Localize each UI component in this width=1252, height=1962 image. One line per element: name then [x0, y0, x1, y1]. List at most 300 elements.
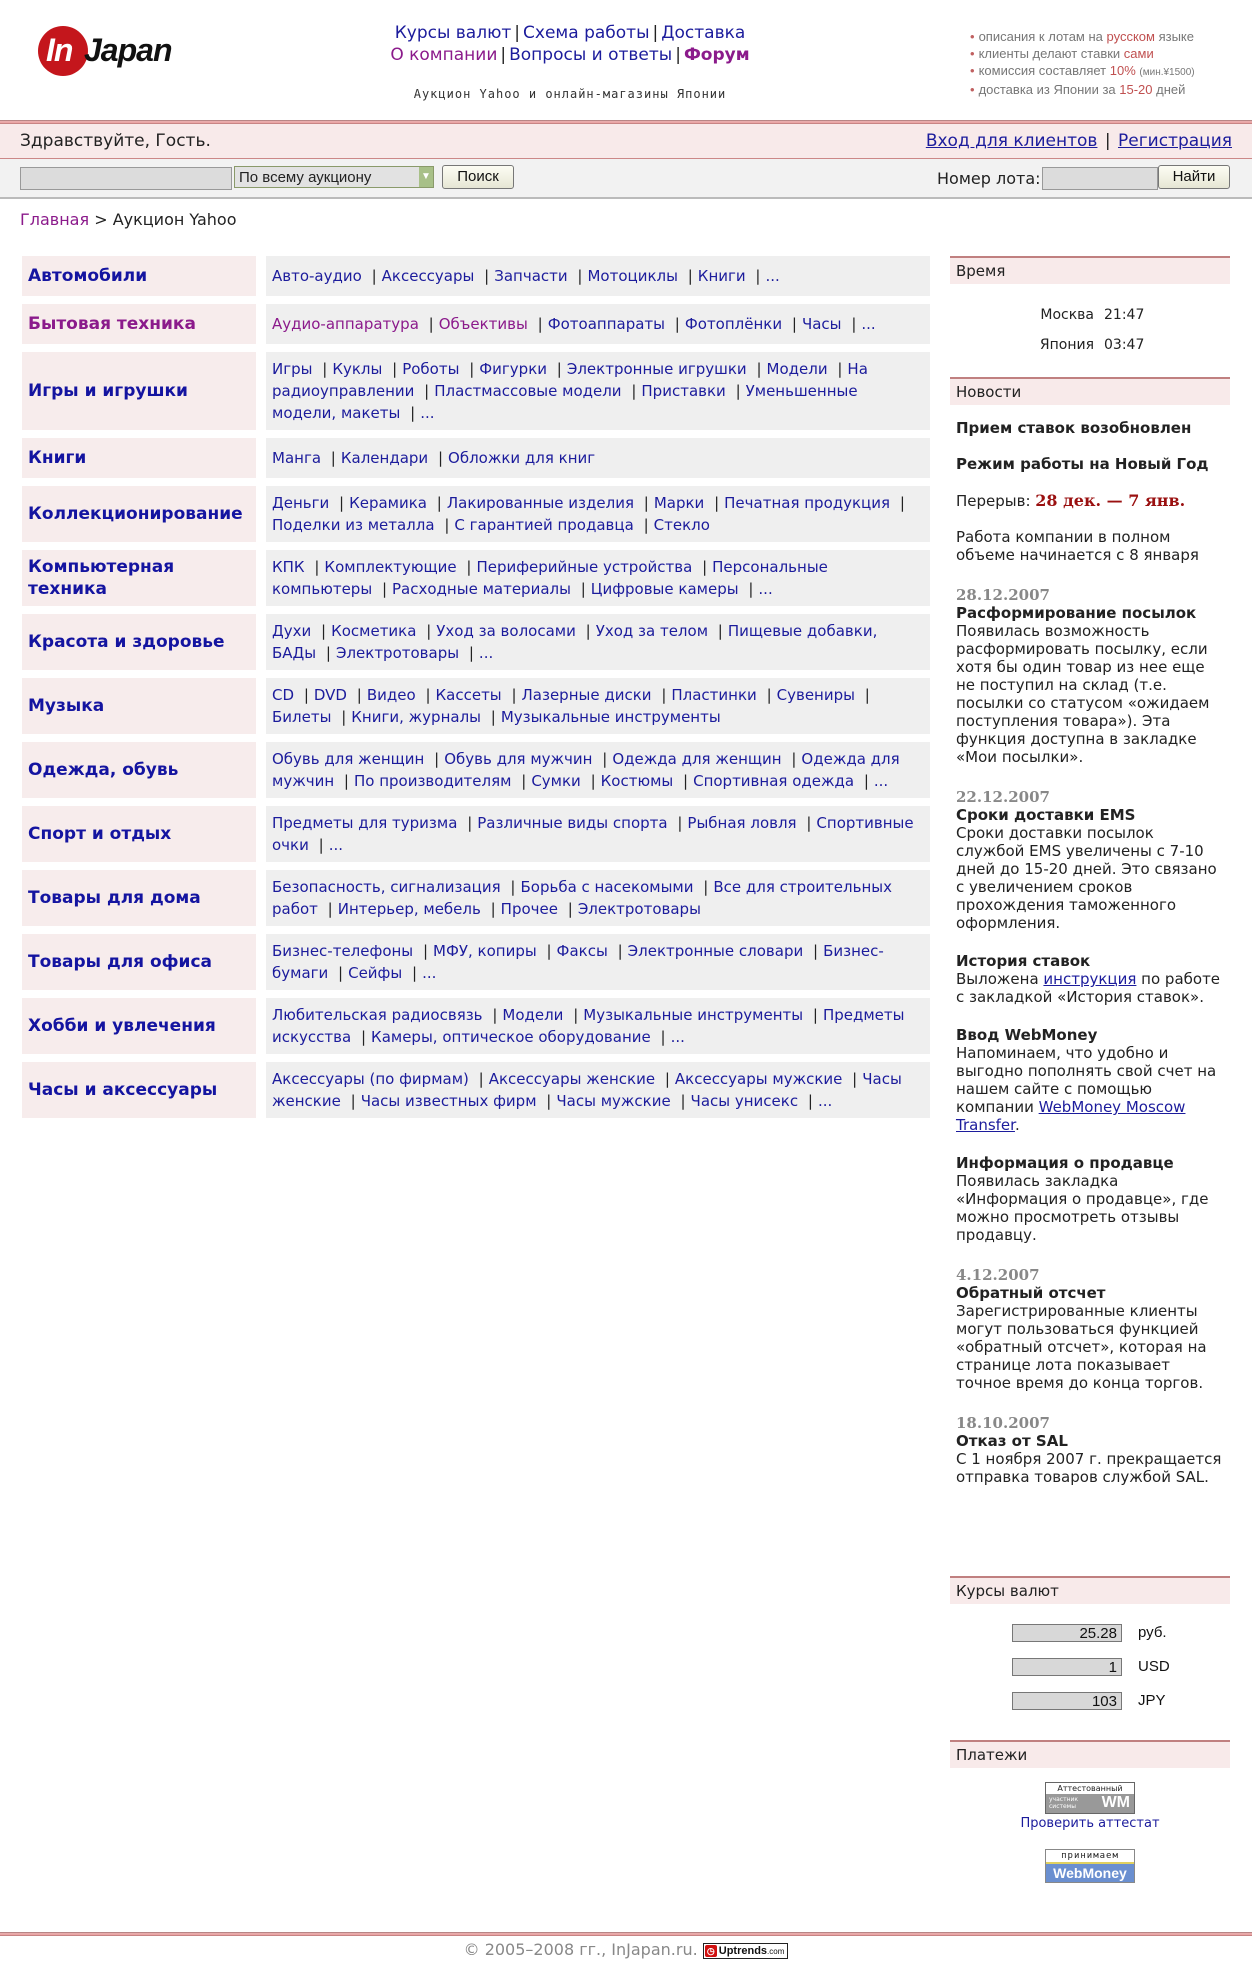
subcategory-link[interactable]: Расходные материалы: [392, 580, 571, 598]
bullet-item: • описания к лотам на русском языке: [970, 28, 1195, 45]
separator: |: [863, 772, 869, 790]
currency-label: USD: [1138, 1658, 1170, 1675]
subcategory-link[interactable]: Роботы: [402, 360, 460, 378]
subcategory-link[interactable]: Предметы искусства: [272, 1006, 905, 1046]
separator: |: [806, 814, 812, 832]
subcategory-link[interactable]: ...: [765, 267, 780, 285]
news-headline: Прием ставок возобновлен: [956, 419, 1192, 437]
news-item: [956, 1026, 1224, 1134]
subcategory-link[interactable]: Приставки: [641, 382, 726, 400]
subcategory-link[interactable]: ...: [758, 580, 773, 598]
separator: |: [677, 814, 683, 832]
separator: |: [500, 45, 507, 65]
subcategory-link[interactable]: Аксессуары (по фирмам): [272, 1070, 469, 1088]
separator: |: [314, 558, 320, 576]
category-link[interactable]: Книги: [22, 438, 256, 478]
clock-icon: ◷: [705, 1945, 717, 1957]
separator: |: [580, 580, 586, 598]
subcategory-link[interactable]: ...: [817, 1092, 833, 1110]
subcategory-link[interactable]: Деньги: [272, 494, 330, 512]
subcategory-link[interactable]: Обувь для женщин: [272, 750, 425, 768]
separator: |: [371, 267, 377, 285]
subcategory-link[interactable]: Поделки из металла: [272, 516, 435, 534]
subcategory-link[interactable]: Одежда для женщин: [612, 750, 782, 768]
feature-bullets: [970, 28, 1195, 98]
separator: |: [514, 23, 521, 43]
breadcrumb-home[interactable]: Главная: [20, 210, 90, 229]
subcategory-link[interactable]: Уменьшенные модели, макеты: [272, 382, 858, 422]
subcategory-link[interactable]: Периферийные устройства: [476, 558, 693, 576]
subcategory-link[interactable]: МФУ, копиры: [433, 942, 537, 960]
subcategory-list: [266, 934, 930, 990]
separator: |: [437, 449, 444, 467]
subcategory-link[interactable]: Часы мужские: [556, 1092, 671, 1110]
category-row: [22, 806, 930, 862]
nav-scheme[interactable]: Схема работы: [523, 23, 650, 43]
subcategory-link[interactable]: ...: [873, 772, 889, 790]
separator: |: [360, 1028, 367, 1046]
news-item: [956, 1266, 1224, 1392]
rate-usd-input[interactable]: [1012, 1658, 1122, 1676]
subcategory-list: [266, 614, 930, 670]
news-panel-title: Новости: [950, 377, 1230, 405]
time-panel-title: Время: [950, 256, 1230, 284]
news-title: Отказ от SAL: [956, 1432, 1068, 1450]
subcategory-link[interactable]: Предметы для туризма: [272, 814, 458, 832]
separator: |: [321, 622, 327, 640]
webmoney-transfer-link[interactable]: WebMoney Moscow Transfer: [956, 1098, 1186, 1134]
category-row: [22, 870, 930, 926]
subcategory-link[interactable]: Запчасти: [494, 267, 568, 285]
subcategory-link[interactable]: Марки: [653, 494, 705, 512]
news-title: Обратный отсчет: [956, 1284, 1106, 1302]
separator: |: [573, 1006, 579, 1024]
subcategory-list: [266, 678, 930, 734]
category-row: [22, 550, 930, 606]
news-text: Напоминаем, что удобно и выгодно пополнять свой счет на нашем сайте с помощью компании WebMoney Moscow Transfer.: [956, 1044, 1217, 1134]
news-headline: Режим работы на Новый Год: [956, 455, 1209, 473]
news-title: Информация о продавце: [956, 1154, 1174, 1172]
separator: |: [851, 315, 857, 333]
subcategory-link[interactable]: По производителям: [353, 772, 512, 790]
news-item: [956, 1154, 1224, 1244]
subcategory-link[interactable]: Часы известных фирм: [360, 1092, 537, 1110]
subcategory-link[interactable]: Стекло: [653, 516, 710, 534]
separator: |: [422, 942, 428, 960]
separator: |: [577, 267, 583, 285]
subcategory-link[interactable]: Аудио-аппаратура: [272, 315, 419, 333]
separator: |: [392, 360, 398, 378]
subcategory-link[interactable]: Часы: [801, 315, 842, 333]
logo-in-text: In: [46, 32, 73, 68]
subcategory-link[interactable]: Электротовары: [335, 644, 460, 662]
subcategory-link[interactable]: Книги: [697, 267, 746, 285]
category-link[interactable]: Компьютерная техника: [22, 550, 256, 606]
rate-row: [950, 1654, 1230, 1688]
separator: |: [791, 750, 797, 768]
subcategory-list: [266, 352, 930, 430]
subcategory-link[interactable]: Факсы: [556, 942, 608, 960]
subcategory-link[interactable]: Кассеты: [435, 686, 502, 704]
news-text: Сроки доставки посылок службой EMS увеличены с 7-10 дней до 15-20 дней. Это связано с увеличением сроков прохождения таможенного оформления.: [956, 824, 1217, 932]
news-item: [956, 952, 1224, 1006]
subcategory-link[interactable]: Все для строительных работ: [272, 878, 892, 918]
subcategory-link[interactable]: Мотоциклы: [587, 267, 678, 285]
category-row: [22, 1062, 930, 1118]
rate-rub-input[interactable]: [1012, 1624, 1122, 1642]
separator: |: [490, 708, 496, 726]
category-link[interactable]: Автомобили: [22, 256, 256, 296]
news-item: [956, 1414, 1224, 1486]
separator: |: [425, 686, 431, 704]
rates-panel-title: Курсы валют: [950, 1576, 1230, 1604]
subcategory-link[interactable]: ...: [328, 836, 344, 854]
subcategory-link[interactable]: CD: [272, 686, 295, 704]
greeting-bar: [0, 124, 1252, 159]
separator: |: [412, 964, 418, 982]
category-list: [22, 256, 930, 1126]
separator: |: [735, 382, 741, 400]
subcategory-link[interactable]: Безопасность, сигнализация: [272, 878, 501, 896]
news-date: 4.12.2007: [956, 1266, 1040, 1284]
separator: |: [664, 1070, 670, 1088]
subcategory-link[interactable]: Уход за волосами: [436, 622, 576, 640]
subcategory-list: [266, 486, 930, 542]
nav-about[interactable]: О компании: [390, 45, 498, 65]
subcategory-link[interactable]: Аксессуары: [381, 267, 475, 285]
breadcrumb-current: Аукцион Yahoo: [112, 210, 237, 229]
subcategory-link[interactable]: Фотоаппараты: [547, 315, 666, 333]
separator: |: [490, 900, 496, 918]
subcategory-link[interactable]: Интерьер, мебель: [337, 900, 481, 918]
auth-links: [926, 131, 1232, 151]
subcategory-link[interactable]: Авто-аудио: [272, 267, 362, 285]
separator: |: [674, 315, 680, 333]
subcategory-link[interactable]: Спортивная одежда: [693, 772, 855, 790]
subcategory-link[interactable]: Бизнес-бумаги: [272, 942, 884, 982]
payments-panel: [950, 1740, 1230, 1883]
category-row: [22, 438, 930, 478]
lot-number-label: Номер лота:: [937, 169, 1041, 188]
separator: |: [511, 686, 517, 704]
category-row: [22, 742, 930, 798]
news-title: История ставок: [956, 952, 1091, 970]
subcategory-link[interactable]: Костюмы: [600, 772, 674, 790]
separator: |: [350, 1092, 356, 1110]
news-date: 18.10.2007: [956, 1414, 1050, 1432]
subcategory-link[interactable]: Календари: [340, 449, 429, 467]
separator: |: [660, 1028, 666, 1046]
find-lot-button[interactable]: Найти: [1158, 165, 1230, 189]
subcategory-list: [266, 550, 930, 606]
separator: |: [381, 580, 388, 598]
separator: |: [602, 750, 608, 768]
news-title: Ввод WebMoney: [956, 1026, 1098, 1044]
separator: |: [467, 814, 473, 832]
search-scope-value: По всему аукциону: [239, 169, 372, 186]
subcategory-link[interactable]: Билеты: [272, 708, 332, 726]
subcategory-link[interactable]: Электротовары: [577, 900, 701, 918]
category-link[interactable]: Одежда, обувь: [22, 742, 256, 798]
news-title: Расформирование посылок: [956, 604, 1197, 622]
uptrends-badge[interactable]: ◷ Uptrends.com: [703, 1943, 789, 1959]
separator: |: [330, 449, 336, 467]
separator: |: [303, 686, 309, 704]
subcategory-link[interactable]: Часы женские: [272, 1070, 902, 1110]
news-panel: [950, 377, 1230, 1486]
subcategory-link[interactable]: Фотоплёнки: [684, 315, 783, 333]
search-input[interactable]: [20, 167, 232, 190]
subcategory-link[interactable]: Комплектующие: [324, 558, 457, 576]
separator: |: [546, 942, 552, 960]
rate-row: [950, 1688, 1230, 1722]
subcategory-link[interactable]: Видео: [366, 686, 416, 704]
separator: |: [807, 1092, 813, 1110]
instruction-link[interactable]: инструкция: [1043, 970, 1137, 988]
rate-row: [950, 1620, 1230, 1654]
subcategory-link[interactable]: С гарантией продавца: [454, 516, 634, 534]
category-link[interactable]: Хобби и увлечения: [22, 998, 256, 1054]
time-row: Москва 21:47: [1040, 307, 1145, 323]
separator: |: [343, 772, 349, 790]
subcategory-link[interactable]: ...: [422, 964, 437, 982]
subcategory-link[interactable]: На радиоуправлении: [272, 360, 868, 400]
subcategory-list: [266, 806, 930, 862]
top-nav: [340, 22, 800, 66]
category-row: [22, 256, 930, 296]
separator: |: [766, 686, 772, 704]
subcategory-list: [266, 256, 930, 296]
separator: |: [680, 1092, 686, 1110]
subcategory-link[interactable]: Камеры, оптическое оборудование: [371, 1028, 651, 1046]
separator: |: [484, 267, 490, 285]
separator: |: [426, 622, 432, 640]
subcategory-link[interactable]: Модели: [502, 1006, 564, 1024]
subcategory-link[interactable]: Лакированные изделия: [446, 494, 634, 512]
lot-number-input[interactable]: [1042, 167, 1158, 190]
category-row: [22, 614, 930, 670]
news-item: [956, 788, 1224, 932]
login-link[interactable]: Вход для клиентов: [925, 131, 1098, 151]
breadcrumb: [20, 210, 237, 229]
category-link[interactable]: Спорт и отдых: [22, 806, 256, 862]
separator: |: [687, 267, 693, 285]
subcategory-link[interactable]: ...: [478, 644, 494, 662]
wm-attested-badge[interactable]: Аттестованный участник системы WM: [1045, 1782, 1135, 1814]
separator: |: [852, 1070, 858, 1088]
separator: |: [643, 494, 649, 512]
category-row: [22, 934, 930, 990]
break-notice: Перерыв: 28 дек. — 7 янв.: [956, 491, 1186, 510]
subcategory-link[interactable]: Керамика: [349, 494, 427, 512]
subcategory-link[interactable]: Музыкальные инструменты: [583, 1006, 804, 1024]
category-link[interactable]: Красота и здоровье: [22, 614, 256, 670]
subcategory-link[interactable]: Аксессуары мужские: [674, 1070, 843, 1088]
separator: |: [748, 580, 754, 598]
separator: |: [410, 404, 416, 422]
subcategory-link[interactable]: Электронные игрушки: [566, 360, 747, 378]
subcategory-link[interactable]: Музыкальные инструменты: [500, 708, 721, 726]
separator: |: [643, 516, 649, 534]
subcategory-link[interactable]: Сумки: [531, 772, 581, 790]
separator: |: [478, 1070, 484, 1088]
separator: |: [585, 622, 591, 640]
separator: |: [325, 644, 331, 662]
copyright-text: © 2005–2008 гг., InJapan.ru.: [463, 1940, 698, 1959]
breadcrumb-separator: >: [94, 210, 108, 229]
subcategory-link[interactable]: DVD: [313, 686, 347, 704]
separator: |: [675, 45, 681, 65]
category-row: [22, 352, 930, 430]
chevron-down-icon[interactable]: ▼: [419, 167, 433, 187]
subcategory-link[interactable]: Прочее: [500, 900, 558, 918]
news-text: Появилась закладка «Информация о продавце», где можно просмотреть отзывы продавцу.: [956, 1172, 1209, 1244]
news-title: Сроки доставки EMS: [956, 806, 1136, 824]
rate-jpy-input[interactable]: [1012, 1692, 1122, 1710]
subcategory-link[interactable]: Персональные компьютеры: [272, 558, 828, 598]
separator: |: [617, 942, 623, 960]
subcategory-link[interactable]: Косметика: [331, 622, 417, 640]
subcategory-link[interactable]: Пластинки: [671, 686, 757, 704]
separator: |: [428, 315, 434, 333]
category-link[interactable]: Коллекционирование: [22, 486, 256, 542]
subcategory-link[interactable]: Борьба с насекомыми: [520, 878, 694, 896]
category-row: [22, 678, 930, 734]
category-link[interactable]: Музыка: [22, 678, 256, 734]
subcategory-link[interactable]: Аксессуары женские: [488, 1070, 656, 1088]
news-text: Зарегистрированные клиенты могут пользоваться функцией «обратный отсчет», которая на странице лота показывает точное время до конца торгов.: [956, 1302, 1207, 1392]
full-work-notice: Работа компании в полном объеме начинается с 8 января: [956, 528, 1199, 564]
subcategory-list: [266, 742, 930, 798]
webmoney-logo-icon: WM: [1101, 1794, 1130, 1811]
separator: |: [327, 900, 333, 918]
subcategory-link[interactable]: Бизнес-телефоны: [272, 942, 414, 960]
nav-faq[interactable]: Вопросы и ответы: [509, 45, 673, 65]
separator: |: [1104, 131, 1111, 151]
subcategory-link[interactable]: Лазерные диски: [521, 686, 652, 704]
news-date: 22.12.2007: [956, 788, 1050, 806]
subcategory-link[interactable]: Спортивные очки: [272, 814, 914, 854]
subcategory-list: [266, 1062, 930, 1118]
separator: |: [756, 360, 762, 378]
separator: |: [683, 772, 689, 790]
subcategory-link[interactable]: Книги, журналы: [351, 708, 481, 726]
separator: |: [510, 878, 516, 896]
subcategory-link[interactable]: Пищевые добавки, БАДы: [272, 622, 878, 662]
separator: |: [567, 900, 573, 918]
separator: |: [466, 558, 472, 576]
subcategory-link[interactable]: Сувениры: [776, 686, 855, 704]
subcategory-link[interactable]: Модели: [766, 360, 828, 378]
time-panel: [950, 256, 1230, 360]
subcategory-link[interactable]: Часы унисекс: [690, 1092, 799, 1110]
separator: |: [521, 772, 527, 790]
category-link[interactable]: Товары для дома: [22, 870, 256, 926]
category-row: [22, 486, 930, 542]
news-date: 28.12.2007: [956, 586, 1050, 604]
separator: |: [338, 964, 344, 982]
subcategory-list: [266, 870, 930, 926]
separator: |: [469, 360, 475, 378]
subcategory-list: [266, 304, 930, 344]
register-link[interactable]: Регистрация: [1118, 131, 1232, 151]
separator: |: [341, 708, 347, 726]
subcategory-link[interactable]: Пластмассовые модели: [434, 382, 622, 400]
subcategory-link[interactable]: ...: [420, 404, 435, 422]
news-item: [956, 586, 1224, 766]
category-link[interactable]: Часы и аксессуары: [22, 1062, 256, 1118]
separator: |: [703, 878, 709, 896]
subcategory-link[interactable]: Рыбная ловля: [687, 814, 797, 832]
separator: |: [318, 836, 324, 854]
subcategory-link[interactable]: Различные виды спорта: [477, 814, 668, 832]
subcategory-link[interactable]: Печатная продукция: [724, 494, 891, 512]
check-attestat-link[interactable]: Проверить аттестат: [1020, 1816, 1160, 1831]
separator: |: [702, 558, 708, 576]
payments-panel-title: Платежи: [950, 1740, 1230, 1768]
subcategory-link[interactable]: Игры: [272, 360, 313, 378]
greeting-text: Здравствуйте, Гость.: [20, 131, 211, 151]
separator: |: [468, 644, 474, 662]
logo-japan-text: Japan: [84, 32, 172, 68]
separator: |: [424, 382, 430, 400]
separator: |: [590, 772, 596, 790]
bullet-item: • доставка из Японии за 15-20 дней: [970, 81, 1195, 98]
category-link[interactable]: Товары для офиса: [22, 934, 256, 990]
nav-delivery[interactable]: Доставка: [661, 23, 746, 43]
time-row: Япония 03:47: [1039, 337, 1145, 353]
separator: |: [444, 516, 450, 534]
separator: |: [356, 686, 362, 704]
subcategory-link[interactable]: Обложки для книг: [448, 449, 596, 467]
search-button[interactable]: Поиск: [442, 165, 514, 189]
news-text: Появилась возможность расформировать посылку, если хотя бы один товар из нее еще не поступил на склад (т.е. посылки со статусом «ожидаем поступления товара»). Эта функция доступна в закладке «Мои посылки».: [956, 622, 1210, 766]
subcategory-link[interactable]: КПК: [272, 558, 305, 576]
separator: |: [837, 360, 843, 378]
search-scope-select[interactable]: [234, 166, 434, 188]
subcategory-link[interactable]: Одежда для мужчин: [272, 750, 900, 790]
nav-forum[interactable]: Форум: [683, 45, 750, 65]
subcategory-link[interactable]: Электронные словари: [627, 942, 804, 960]
separator: |: [537, 315, 543, 333]
webmoney-accept-badge[interactable]: принимаем WebMoney: [1045, 1849, 1135, 1883]
subcategory-link[interactable]: Объективы: [438, 315, 528, 333]
footer: [0, 1940, 1252, 1959]
subcategory-link[interactable]: Куклы: [332, 360, 383, 378]
subcategory-list: [266, 998, 930, 1054]
nav-rates[interactable]: Курсы валют: [394, 23, 512, 43]
subcategory-link[interactable]: Цифровые камеры: [590, 580, 739, 598]
news-text: Выложена инструкция по работе с закладкой «История ставок».: [956, 970, 1221, 1006]
subcategory-link[interactable]: ...: [861, 315, 876, 333]
subcategory-link[interactable]: Фигурки: [479, 360, 548, 378]
news-text: С 1 ноября 2007 г. прекращается отправка товаров службой SAL.: [956, 1450, 1222, 1486]
subcategory-link[interactable]: Обувь для мужчин: [444, 750, 593, 768]
subcategory-link[interactable]: Духи: [272, 622, 312, 640]
subcategory-link[interactable]: Сейфы: [348, 964, 403, 982]
category-link[interactable]: Бытовая техника: [22, 304, 256, 344]
subcategory-link[interactable]: ...: [670, 1028, 685, 1046]
separator: |: [755, 267, 761, 285]
logo[interactable]: [38, 26, 188, 78]
separator: |: [791, 315, 797, 333]
bullet-item: • комиссия составляет 10% (мин.¥1500): [970, 62, 1195, 81]
subcategory-link[interactable]: Уход за телом: [595, 622, 709, 640]
subcategory-link[interactable]: Любительская радиосвязь: [272, 1006, 483, 1024]
currency-label: руб.: [1138, 1624, 1167, 1641]
category-link[interactable]: Игры и игрушки: [22, 352, 256, 430]
subcategory-link[interactable]: Манга: [272, 449, 322, 467]
